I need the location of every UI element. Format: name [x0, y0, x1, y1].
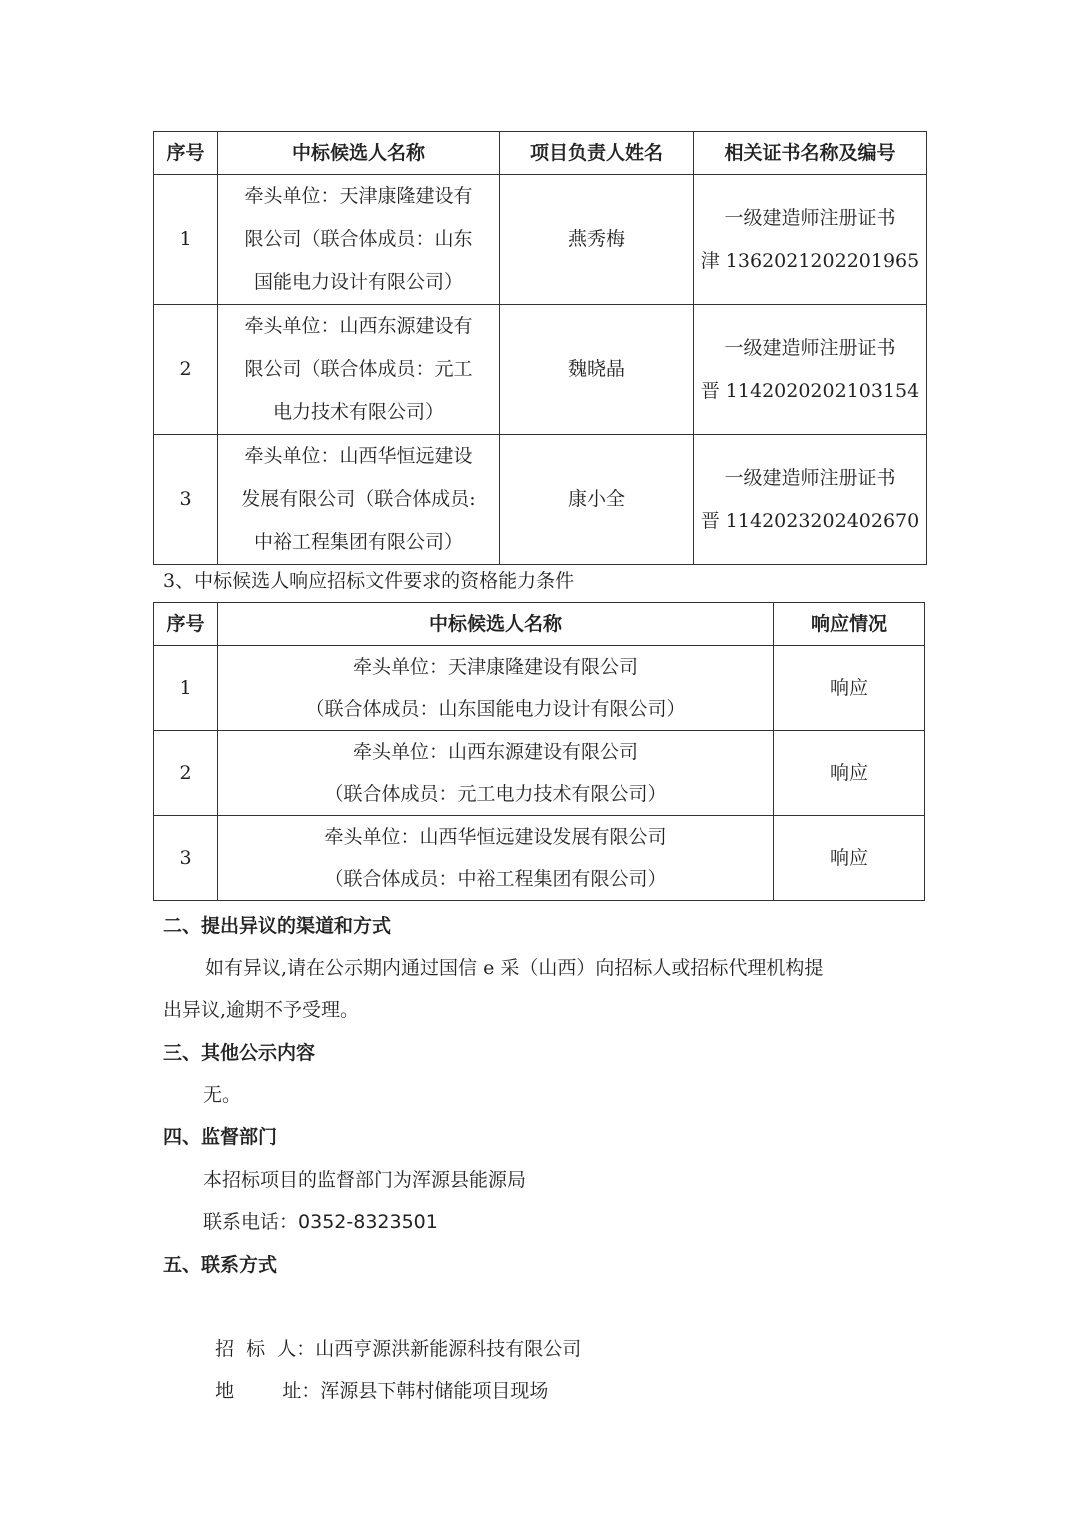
certificate-line: 一级建造师注册证书 [724, 336, 896, 359]
manager-cell: 康小全 [500, 435, 694, 565]
manager-cell: 燕秀梅 [500, 175, 694, 305]
response-cell: 响应 [774, 816, 925, 901]
candidate-name-cell [218, 435, 500, 565]
objection-text-line-1: 如有异议,请在公示期内通过国信 e 采（山西）向招标人或招标代理机构提 [205, 957, 824, 979]
supervision-heading: 四、监督部门 [163, 1126, 278, 1148]
table-row [154, 816, 925, 901]
row-index: 2 [154, 731, 218, 816]
objection-text-line-2: 出异议,逾期不予受理。 [163, 999, 360, 1021]
certificate-cell [694, 435, 927, 565]
certificate-line: 晋 1142020202103154 [700, 379, 920, 402]
candidate-name-cell [218, 816, 774, 901]
candidate-name-cell [218, 731, 774, 816]
table-row [154, 731, 925, 816]
row-index: 3 [154, 435, 218, 565]
candidate-name-line: 牵头单位：山西东源建设有限公司 [352, 741, 638, 763]
header-index: 序号 [154, 603, 218, 646]
candidate-name-line: （联合体成员：中裕工程集团有限公司） [324, 868, 667, 890]
certificate-line: 一级建造师注册证书 [724, 206, 896, 229]
certificate-line: 津 1362021202201965 [700, 249, 920, 272]
address-label: 地 址： [215, 1380, 321, 1402]
header-candidate-name: 中标候选人名称 [218, 603, 774, 646]
other-text: 无。 [203, 1084, 242, 1106]
candidate-name-line: 电力技术有限公司） [272, 401, 444, 423]
qualification-table [153, 602, 925, 901]
candidate-name-line: 发展有限公司（联合体成员: [241, 488, 476, 510]
candidate-name-line: 牵头单位：山西华恒远建设发展有限公司 [324, 826, 667, 848]
table-header-row [154, 132, 927, 175]
candidate-name-line: 限公司（联合体成员：山东 [244, 228, 473, 250]
candidate-name-cell [218, 175, 500, 305]
candidate-name-line: （联合体成员：元工电力技术有限公司） [324, 783, 667, 805]
table-row [154, 646, 925, 731]
candidate-name-line: 牵头单位：天津康隆建设有限公司 [352, 656, 638, 678]
header-index: 序号 [154, 132, 218, 175]
row-index: 2 [154, 305, 218, 435]
address-line [203, 1328, 548, 1412]
table-row [154, 175, 927, 305]
candidate-name-line: （联合体成员：山东国能电力设计有限公司） [305, 698, 686, 720]
table-row [154, 435, 927, 565]
candidate-name-line: 牵头单位：山西东源建设有 [244, 315, 473, 337]
row-index: 1 [154, 175, 218, 305]
header-candidate-name: 中标候选人名称 [218, 132, 500, 175]
table-header-row [154, 603, 925, 646]
contact-heading: 五、联系方式 [163, 1254, 278, 1276]
phone-number: 0352-8323501 [298, 1211, 438, 1233]
supervision-phone-line [203, 1201, 438, 1243]
table-row [154, 305, 927, 435]
other-heading: 三、其他公示内容 [163, 1042, 316, 1064]
candidate-name-line: 牵头单位：天津康隆建设有 [244, 185, 473, 207]
header-certificate: 相关证书名称及编号 [694, 132, 927, 175]
candidate-name-line: 限公司（联合体成员：元工 [244, 358, 473, 380]
candidate-name-line: 牵头单位：山西华恒远建设 [244, 445, 473, 467]
address-value: 浑源县下韩村储能项目现场 [320, 1380, 549, 1402]
certificate-line: 晋 1142023202402670 [700, 509, 920, 532]
tenderer-value: 山西亨源洪新能源科技有限公司 [315, 1338, 582, 1360]
candidate-name-cell [218, 646, 774, 731]
response-cell: 响应 [774, 646, 925, 731]
candidate-name-line: 国能电力设计有限公司） [253, 271, 463, 293]
objection-heading: 二、提出异议的渠道和方式 [163, 915, 392, 937]
tenderer-label: 招 标 人： [215, 1338, 316, 1360]
header-manager: 项目负责人姓名 [500, 132, 694, 175]
manager-cell: 魏晓晶 [500, 305, 694, 435]
row-index: 3 [154, 816, 218, 901]
phone-label: 联系电话： [203, 1211, 299, 1233]
candidate-table [153, 131, 927, 565]
row-index: 1 [154, 646, 218, 731]
section3-title: 3、中标候选人响应招标文件要求的资格能力条件 [163, 570, 575, 592]
candidate-name-cell [218, 305, 500, 435]
certificate-cell [694, 175, 927, 305]
supervision-text: 本招标项目的监督部门为浑源县能源局 [203, 1169, 527, 1191]
candidate-name-line: 中裕工程集团有限公司） [253, 531, 463, 553]
header-response: 响应情况 [774, 603, 925, 646]
response-cell: 响应 [774, 731, 925, 816]
certificate-line: 一级建造师注册证书 [724, 466, 896, 489]
certificate-cell [694, 305, 927, 435]
